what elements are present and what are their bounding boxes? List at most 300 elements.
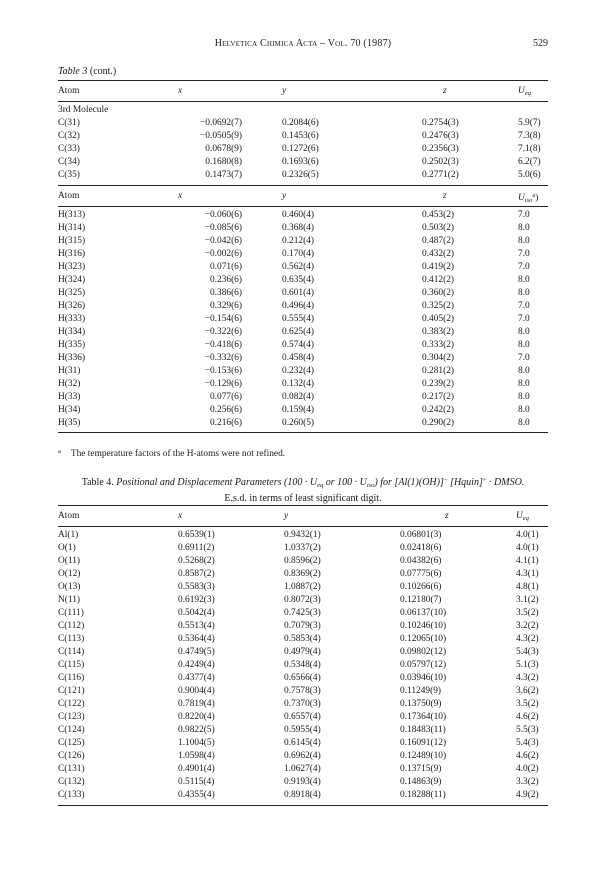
cell-y: 0.7370(3) bbox=[284, 699, 321, 709]
col-uiso-sub: iso bbox=[524, 197, 533, 204]
cell-u: 8.0 bbox=[518, 366, 530, 376]
cell-z: 0.10246(10) bbox=[400, 621, 447, 631]
cell-z: 0.18288(11) bbox=[400, 790, 446, 800]
cell-u: 3.5(2) bbox=[516, 699, 539, 709]
table3-footnote bbox=[58, 448, 548, 459]
table3-caption-label: Table 3 bbox=[58, 66, 88, 77]
table4-caption-hquin: [Hquin] bbox=[447, 477, 483, 488]
cell-z: 0.239(2) bbox=[422, 379, 455, 389]
table-row bbox=[58, 607, 548, 620]
cell-x: −0.060(6) bbox=[204, 210, 242, 220]
table-row bbox=[58, 235, 548, 248]
table-row bbox=[58, 568, 548, 581]
cell-atom: H(32) bbox=[58, 379, 81, 389]
table-row bbox=[58, 248, 548, 261]
cell-y: 0.460(4) bbox=[282, 210, 315, 220]
cell-z: 0.304(2) bbox=[422, 353, 455, 363]
table4-caption bbox=[58, 474, 548, 505]
cell-z: 0.405(2) bbox=[422, 314, 455, 324]
cell-x: 0.329(6) bbox=[209, 301, 242, 311]
table3-h-header-row bbox=[58, 186, 548, 206]
cell-y: 0.6557(4) bbox=[284, 712, 321, 722]
col-x-h: x bbox=[178, 191, 183, 201]
cell-z: 0.419(2) bbox=[422, 262, 455, 272]
cell-y: 0.1453(6) bbox=[282, 131, 319, 141]
table3-group-label bbox=[58, 104, 548, 117]
cell-u: 3.6(2) bbox=[516, 686, 539, 696]
cell-atom: H(323) bbox=[58, 262, 86, 272]
cell-u: 4.9(2) bbox=[516, 790, 539, 800]
cell-u: 8.0 bbox=[518, 418, 530, 428]
table4-header-rule bbox=[58, 526, 548, 527]
cell-y: 0.496(4) bbox=[282, 301, 315, 311]
cell-u: 4.6(2) bbox=[516, 751, 539, 761]
cell-atom: C(123) bbox=[58, 712, 85, 722]
page-number: 529 bbox=[533, 38, 548, 49]
cell-u: 8.0 bbox=[518, 405, 530, 415]
table3-caption bbox=[58, 66, 116, 77]
cell-x: −0.154(6) bbox=[204, 314, 242, 324]
cell-y: 0.458(4) bbox=[282, 353, 315, 363]
table4-caption-dmso: · DMSO. bbox=[486, 477, 525, 488]
cell-y: 0.601(4) bbox=[282, 288, 315, 298]
cell-atom: H(315) bbox=[58, 236, 86, 246]
cell-x: 0.5364(4) bbox=[178, 634, 215, 644]
cell-u: 8.0 bbox=[518, 236, 530, 246]
cell-u: 3.3(2) bbox=[516, 777, 539, 787]
cell-x: 0.5042(4) bbox=[178, 608, 215, 618]
cell-u: 4.6(2) bbox=[516, 712, 539, 722]
table4-caption-title: Positional and Displacement Parameters (100 · U bbox=[116, 477, 318, 488]
cell-atom: H(33) bbox=[58, 392, 81, 402]
table-row bbox=[58, 529, 548, 542]
cell-z: 0.217(2) bbox=[422, 392, 455, 402]
cell-z: 0.412(2) bbox=[422, 275, 455, 285]
cell-x: 0.4377(4) bbox=[178, 673, 215, 683]
col-x: x bbox=[178, 86, 183, 96]
table-row bbox=[58, 404, 548, 417]
col-uiso bbox=[518, 186, 538, 211]
cell-u: 8.0 bbox=[518, 288, 530, 298]
table-row bbox=[58, 274, 548, 287]
table3-rows bbox=[58, 117, 548, 182]
cell-y: 0.2084(6) bbox=[282, 118, 319, 128]
cell-z: 0.281(2) bbox=[422, 366, 455, 376]
group-label: 3rd Molecule bbox=[58, 105, 109, 115]
table3 bbox=[58, 80, 548, 433]
table4-rows bbox=[58, 529, 548, 802]
cell-z: 0.432(2) bbox=[422, 249, 455, 259]
cell-z: 0.09802(12) bbox=[400, 647, 447, 657]
cell-z: 0.17364(10) bbox=[400, 712, 447, 722]
table3-header-rule bbox=[58, 101, 548, 102]
col-uiso-u: U bbox=[518, 193, 525, 203]
cell-y: 1.0337(2) bbox=[284, 543, 321, 553]
cell-atom: H(324) bbox=[58, 275, 86, 285]
cell-atom: O(12) bbox=[58, 569, 81, 579]
cell-x: 0.0678(9) bbox=[205, 144, 242, 154]
cell-z: 0.03946(10) bbox=[400, 673, 447, 683]
cell-z: 0.06801(3) bbox=[400, 530, 442, 540]
table-row bbox=[58, 750, 548, 763]
cell-atom: C(115) bbox=[58, 660, 85, 670]
cell-atom: C(131) bbox=[58, 764, 85, 774]
col-uiso-fn: a bbox=[532, 192, 536, 199]
cell-z: 0.13715(9) bbox=[400, 764, 442, 774]
table3-caption-suffix: (cont.) bbox=[89, 66, 117, 77]
table4-caption-or: or 100 · U bbox=[323, 477, 367, 488]
table-row bbox=[58, 737, 548, 750]
cell-y: 0.562(4) bbox=[282, 262, 315, 272]
table-row bbox=[58, 789, 548, 802]
table3-h-header-rule bbox=[58, 206, 548, 207]
cell-z: 0.12180(7) bbox=[400, 595, 442, 605]
cell-z: 0.12489(10) bbox=[400, 751, 447, 761]
cell-z: 0.333(2) bbox=[422, 340, 455, 350]
cell-atom: N(11) bbox=[58, 595, 81, 605]
cell-atom: H(314) bbox=[58, 223, 86, 233]
cell-y: 0.212(4) bbox=[282, 236, 315, 246]
table-row bbox=[58, 130, 548, 143]
cell-u: 4.0(2) bbox=[516, 764, 539, 774]
cell-z: 0.13750(9) bbox=[400, 699, 442, 709]
cell-atom: O(11) bbox=[58, 556, 81, 566]
table-row bbox=[58, 633, 548, 646]
cell-u: 4.3(2) bbox=[516, 673, 539, 683]
table-row bbox=[58, 378, 548, 391]
cell-x: 0.7819(4) bbox=[178, 699, 215, 709]
cell-z: 0.12065(10) bbox=[400, 634, 447, 644]
cell-y: 0.5955(4) bbox=[284, 725, 321, 735]
cell-atom: H(34) bbox=[58, 405, 81, 415]
cell-x: 0.9822(5) bbox=[178, 725, 215, 735]
cell-x: 0.1680(8) bbox=[205, 157, 242, 167]
cell-z: 0.05797(12) bbox=[400, 660, 447, 670]
cell-u: 5.4(3) bbox=[516, 738, 539, 748]
cell-z: 0.2356(3) bbox=[422, 144, 459, 154]
col-atom-h: Atom bbox=[58, 191, 80, 201]
table-row bbox=[58, 143, 548, 156]
cell-z: 0.242(2) bbox=[422, 405, 455, 415]
cell-y: 0.7425(3) bbox=[284, 608, 321, 618]
col-y-4: y bbox=[284, 511, 289, 521]
cell-u: 6.2(7) bbox=[518, 157, 541, 167]
table4 bbox=[58, 505, 548, 806]
cell-z: 0.18483(11) bbox=[400, 725, 446, 735]
table-row bbox=[58, 542, 548, 555]
cell-y: 0.368(4) bbox=[282, 223, 315, 233]
cell-y: 0.555(4) bbox=[282, 314, 315, 324]
col-y: y bbox=[282, 86, 287, 96]
cell-z: 0.2476(3) bbox=[422, 131, 459, 141]
table-row bbox=[58, 352, 548, 365]
cell-x: 1.0598(4) bbox=[178, 751, 215, 761]
cell-u: 7.0 bbox=[518, 210, 530, 220]
cell-x: −0.0692(7) bbox=[200, 118, 242, 128]
cell-atom: H(31) bbox=[58, 366, 81, 376]
table4-caption-line1 bbox=[58, 474, 548, 492]
cell-u: 3.2(2) bbox=[516, 621, 539, 631]
cell-x: 0.6539(1) bbox=[178, 530, 215, 540]
cell-atom: C(114) bbox=[58, 647, 85, 657]
table-row bbox=[58, 659, 548, 672]
cell-y: 0.9193(4) bbox=[284, 777, 321, 787]
cell-u: 7.0 bbox=[518, 301, 530, 311]
running-head bbox=[58, 38, 548, 52]
table-row bbox=[58, 365, 548, 378]
cell-u: 8.0 bbox=[518, 340, 530, 350]
table3-bottom-rule bbox=[58, 432, 548, 433]
col-x-4: x bbox=[178, 511, 183, 521]
table-row bbox=[58, 313, 548, 326]
cell-y: 0.635(4) bbox=[282, 275, 315, 285]
cell-x: −0.002(6) bbox=[204, 249, 242, 259]
cell-x: −0.129(6) bbox=[204, 379, 242, 389]
table-row bbox=[58, 326, 548, 339]
cell-z: 0.07775(6) bbox=[400, 569, 442, 579]
table-row bbox=[58, 724, 548, 737]
cell-atom: O(13) bbox=[58, 582, 81, 592]
cell-x: 0.1473(7) bbox=[205, 170, 242, 180]
cell-y: 0.8918(4) bbox=[284, 790, 321, 800]
cell-x: 0.077(6) bbox=[209, 392, 242, 402]
cell-y: 0.8072(3) bbox=[284, 595, 321, 605]
cell-x: 0.5583(3) bbox=[178, 582, 215, 592]
cell-atom: H(313) bbox=[58, 210, 86, 220]
cell-y: 0.082(4) bbox=[282, 392, 315, 402]
cell-u: 3.5(2) bbox=[516, 608, 539, 618]
cell-y: 0.4979(4) bbox=[284, 647, 321, 657]
cell-x: 0.4249(4) bbox=[178, 660, 215, 670]
cell-atom: H(334) bbox=[58, 327, 86, 337]
cell-y: 1.0887(2) bbox=[284, 582, 321, 592]
table4-caption-prefix: Table 4. bbox=[81, 477, 114, 488]
table-row bbox=[58, 672, 548, 685]
cell-x: −0.0505(9) bbox=[200, 131, 242, 141]
cell-atom: H(326) bbox=[58, 301, 86, 311]
cell-atom: H(336) bbox=[58, 353, 86, 363]
cell-x: 0.5513(4) bbox=[178, 621, 215, 631]
cell-x: 0.8220(4) bbox=[178, 712, 215, 722]
cell-x: 0.256(6) bbox=[209, 405, 242, 415]
cell-atom: C(125) bbox=[58, 738, 85, 748]
cell-u: 8.0 bbox=[518, 327, 530, 337]
cell-x: 0.236(6) bbox=[209, 275, 242, 285]
cell-x: 0.5115(4) bbox=[178, 777, 215, 787]
cell-atom: C(121) bbox=[58, 686, 85, 696]
cell-atom: H(325) bbox=[58, 288, 86, 298]
cell-x: 0.386(6) bbox=[209, 288, 242, 298]
cell-x: 0.5268(2) bbox=[178, 556, 215, 566]
journal-title: Helvetica Chimica Acta – Vol. 70 (1987) bbox=[214, 38, 392, 49]
cell-atom: C(124) bbox=[58, 725, 85, 735]
cell-y: 0.5853(4) bbox=[284, 634, 321, 644]
table-row bbox=[58, 763, 548, 776]
table-row bbox=[58, 646, 548, 659]
cell-z: 0.360(2) bbox=[422, 288, 455, 298]
cell-u: 4.0(1) bbox=[516, 530, 539, 540]
cell-z: 0.2754(3) bbox=[422, 118, 459, 128]
col-atom-4: Atom bbox=[58, 511, 80, 521]
cell-y: 0.574(4) bbox=[282, 340, 315, 350]
cell-y: 0.1272(6) bbox=[282, 144, 319, 154]
cell-z: 0.290(2) bbox=[422, 418, 455, 428]
table-row bbox=[58, 417, 548, 430]
cell-atom: C(34) bbox=[58, 157, 80, 167]
cell-atom: H(335) bbox=[58, 340, 86, 350]
cell-atom: C(31) bbox=[58, 118, 80, 128]
cell-atom: Al(1) bbox=[58, 530, 79, 540]
cell-x: 0.9004(4) bbox=[178, 686, 215, 696]
cell-z: 0.06137(10) bbox=[400, 608, 447, 618]
cell-y: 0.6145(4) bbox=[284, 738, 321, 748]
col-uiso-paren: ) bbox=[535, 193, 539, 203]
table4-caption-for: ) for [Al(1)(OH)] bbox=[374, 477, 444, 488]
cell-y: 0.132(4) bbox=[282, 379, 315, 389]
cell-x: 0.8587(2) bbox=[178, 569, 215, 579]
cell-atom: H(333) bbox=[58, 314, 86, 324]
table-row bbox=[58, 209, 548, 222]
cell-u: 5.1(3) bbox=[516, 660, 539, 670]
cell-x: −0.085(6) bbox=[204, 223, 242, 233]
cell-u: 4.8(1) bbox=[516, 582, 539, 592]
table4-bottom-rule bbox=[58, 805, 548, 806]
col-ueq-4-u: U bbox=[516, 511, 523, 521]
cell-y: 0.625(4) bbox=[282, 327, 315, 337]
cell-atom: C(33) bbox=[58, 144, 80, 154]
table-row bbox=[58, 300, 548, 313]
cell-z: 0.02418(6) bbox=[400, 543, 442, 553]
cell-x: −0.322(6) bbox=[204, 327, 242, 337]
table-row bbox=[58, 581, 548, 594]
table-row bbox=[58, 117, 548, 130]
cell-y: 0.6962(4) bbox=[284, 751, 321, 761]
table-row bbox=[58, 685, 548, 698]
cell-u: 8.0 bbox=[518, 275, 530, 285]
cell-y: 0.6566(4) bbox=[284, 673, 321, 683]
cell-y: 0.7578(3) bbox=[284, 686, 321, 696]
cell-atom: H(35) bbox=[58, 418, 81, 428]
cell-y: 0.2326(5) bbox=[282, 170, 319, 180]
cell-u: 5.9(7) bbox=[518, 118, 541, 128]
col-ueq bbox=[518, 81, 531, 104]
cell-y: 0.5348(4) bbox=[284, 660, 321, 670]
cell-z: 0.11249(9) bbox=[400, 686, 442, 696]
cell-u: 4.3(1) bbox=[516, 569, 539, 579]
cell-atom: C(112) bbox=[58, 621, 85, 631]
col-z: z bbox=[443, 86, 447, 96]
cell-y: 0.7079(3) bbox=[284, 621, 321, 631]
cell-x: 0.4901(4) bbox=[178, 764, 215, 774]
table4-caption-iso: iso bbox=[366, 482, 375, 489]
cell-y: 0.9432(1) bbox=[284, 530, 321, 540]
cell-x: −0.153(6) bbox=[204, 366, 242, 376]
cell-y: 0.8369(2) bbox=[284, 569, 321, 579]
cell-z: 0.14863(9) bbox=[400, 777, 442, 787]
col-ueq-4-sub: eq bbox=[522, 515, 529, 522]
cell-atom: C(116) bbox=[58, 673, 85, 683]
col-ueq-u: U bbox=[518, 86, 525, 96]
table3-h-rows bbox=[58, 209, 548, 430]
col-y-h: y bbox=[282, 191, 287, 201]
cell-z: 0.503(2) bbox=[422, 223, 455, 233]
table-row bbox=[58, 620, 548, 633]
footnote-text: The temperature factors of the H-atoms were not refined. bbox=[70, 449, 286, 459]
cell-z: 0.383(2) bbox=[422, 327, 455, 337]
cell-atom: C(35) bbox=[58, 170, 80, 180]
cell-u: 4.0(1) bbox=[516, 543, 539, 553]
cell-u: 4.3(2) bbox=[516, 634, 539, 644]
cell-y: 0.1693(6) bbox=[282, 157, 319, 167]
cell-u: 3.1(2) bbox=[516, 595, 539, 605]
cell-z: 0.2771(2) bbox=[422, 170, 459, 180]
cell-u: 8.0 bbox=[518, 392, 530, 402]
cell-u: 7.0 bbox=[518, 249, 530, 259]
cell-u: 5.0(6) bbox=[518, 170, 541, 180]
cell-x: 0.071(6) bbox=[209, 262, 242, 272]
cell-z: 0.487(2) bbox=[422, 236, 455, 246]
table-row bbox=[58, 339, 548, 352]
table-row bbox=[58, 555, 548, 568]
cell-atom: C(126) bbox=[58, 751, 85, 761]
table-row bbox=[58, 594, 548, 607]
cell-x: 0.4749(5) bbox=[178, 647, 215, 657]
cell-x: 1.1004(5) bbox=[178, 738, 215, 748]
cell-u: 7.1(8) bbox=[518, 144, 541, 154]
cell-x: −0.418(6) bbox=[204, 340, 242, 350]
table-row bbox=[58, 711, 548, 724]
cell-u: 5.5(3) bbox=[516, 725, 539, 735]
cell-x: 0.216(6) bbox=[209, 418, 242, 428]
cell-y: 0.170(4) bbox=[282, 249, 315, 259]
table-row bbox=[58, 391, 548, 404]
cell-y: 0.260(5) bbox=[282, 418, 315, 428]
cell-y: 0.232(4) bbox=[282, 366, 315, 376]
table4-caption-minus: − bbox=[443, 477, 448, 484]
cell-u: 7.0 bbox=[518, 314, 530, 324]
cell-atom: C(32) bbox=[58, 131, 80, 141]
col-ueq-sub: eq bbox=[524, 90, 531, 97]
table4-caption-esd: E.s.d. in terms of least significant digit. bbox=[224, 493, 382, 504]
cell-atom: C(132) bbox=[58, 777, 85, 787]
cell-u: 8.0 bbox=[518, 223, 530, 233]
cell-z: 0.2502(3) bbox=[422, 157, 459, 167]
cell-z: 0.10266(6) bbox=[400, 582, 442, 592]
table-row bbox=[58, 776, 548, 789]
cell-x: −0.332(6) bbox=[204, 353, 242, 363]
cell-atom: O(1) bbox=[58, 543, 76, 553]
table3-header-row bbox=[58, 81, 548, 101]
col-z-4: z bbox=[445, 511, 449, 521]
cell-x: 0.6911(2) bbox=[178, 543, 215, 553]
cell-u: 7.0 bbox=[518, 262, 530, 272]
cell-z: 0.453(2) bbox=[422, 210, 455, 220]
cell-y: 1.0627(4) bbox=[284, 764, 321, 774]
cell-atom: C(111) bbox=[58, 608, 84, 618]
table-row bbox=[58, 156, 548, 169]
footnote-mark: a bbox=[58, 448, 61, 455]
cell-atom: C(122) bbox=[58, 699, 85, 709]
table-row bbox=[58, 222, 548, 235]
cell-x: 0.4355(4) bbox=[178, 790, 215, 800]
cell-x: −0.042(6) bbox=[204, 236, 242, 246]
cell-y: 0.159(4) bbox=[282, 405, 315, 415]
cell-x: 0.6192(3) bbox=[178, 595, 215, 605]
cell-u: 7.3(8) bbox=[518, 131, 541, 141]
table-row bbox=[58, 261, 548, 274]
cell-u: 4.1(1) bbox=[516, 556, 539, 566]
cell-z: 0.325(2) bbox=[422, 301, 455, 311]
